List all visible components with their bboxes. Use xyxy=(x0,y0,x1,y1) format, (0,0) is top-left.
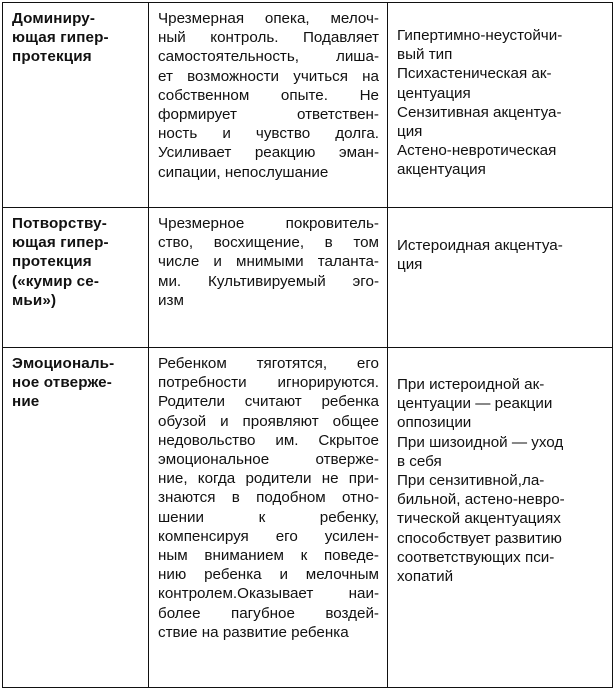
accentuation-line: соответствующих пси- xyxy=(397,548,555,566)
table-row xyxy=(3,348,613,688)
parenting-type-cell xyxy=(3,3,149,208)
description-line: эмоциональное отверже- xyxy=(158,451,379,469)
accentuation-line: в себя xyxy=(397,452,442,470)
parenting-type-line: Эмоциональ- xyxy=(12,355,115,372)
table-row xyxy=(3,208,613,348)
accentuation-cell xyxy=(388,348,613,688)
description-line: Ребенком тяготятся, его xyxy=(158,355,379,372)
accentuation-line: При сензитивной,ла- xyxy=(397,472,545,490)
description-line: Чрезмерное покровитель- xyxy=(158,215,379,232)
description-line: числе и мнимыми таланта- xyxy=(158,253,379,271)
description-line: собственном опыте. Не xyxy=(158,86,379,104)
accentuation-line: центуация xyxy=(397,84,471,102)
accentuation-line: Гипертимно-неустойчи- xyxy=(397,27,563,44)
description-line: самостоятельность, лиша- xyxy=(158,48,379,66)
description-line: изм xyxy=(158,291,184,309)
description-line: ствие на развитие ребенка xyxy=(158,623,349,641)
parenting-type-line: ное отверже- xyxy=(12,374,112,392)
description-line: формирует ответствен- xyxy=(158,106,379,124)
accentuation-line: бильной, астено-невро- xyxy=(397,491,565,509)
accentuation-line: ция xyxy=(397,256,423,274)
parenting-type-line: протекция xyxy=(12,253,92,271)
description-line: нию ребенка и мелочным xyxy=(158,566,379,584)
description-line: недовольство им. Скрытое xyxy=(158,431,379,449)
description-line: Чрезмерная опека, мелоч- xyxy=(158,10,379,27)
description-line: ет возможности учиться на xyxy=(158,67,379,85)
description-line: Родители считают ребенка xyxy=(158,393,379,411)
parenting-type-line: ющая гипер- xyxy=(12,234,109,252)
accentuation-line: акцентуация xyxy=(397,161,486,179)
parenting-type-line: Доминиру- xyxy=(12,10,96,27)
description-line: обузой и проявляют общее xyxy=(158,412,379,430)
accentuation-line: способствует развитию xyxy=(397,529,562,547)
description-line: сипации, непослушание xyxy=(158,163,329,181)
parenting-type-line: ющая гипер- xyxy=(12,29,109,47)
parenting-type-cell xyxy=(3,208,149,348)
description-cell xyxy=(149,348,388,688)
description-line: ми. Культивируемый эго- xyxy=(158,272,379,290)
accentuation-line: вый тип xyxy=(397,46,453,64)
parenting-type-line: мьи») xyxy=(12,291,57,309)
accentuation-line: Истероидная акцентуа- xyxy=(397,237,563,254)
description-line: компенсируя его усилен- xyxy=(158,527,379,545)
accentuation-cell xyxy=(388,3,613,208)
description-line: знаются в подобном отно- xyxy=(158,489,379,507)
parenting-styles-table xyxy=(2,2,613,688)
parenting-type-line: протекция xyxy=(12,48,92,66)
accentuation-line: центуации — реакции xyxy=(397,395,553,413)
accentuation-cell xyxy=(388,208,613,348)
description-line: ный контроль. Подавляет xyxy=(158,29,379,47)
accentuation-line: тической акцентуациях xyxy=(397,510,561,528)
description-line: ние, когда родители не при- xyxy=(158,470,379,488)
table-row xyxy=(3,3,613,208)
description-cell xyxy=(149,3,388,208)
description-cell xyxy=(149,208,388,348)
parenting-type-cell xyxy=(3,348,149,688)
description-line: шении к ребенку, xyxy=(158,508,379,526)
description-line: контролем.Оказывает наи- xyxy=(158,585,379,603)
description-line: более пагубное воздей- xyxy=(158,604,379,622)
accentuation-line: При истероидной ак- xyxy=(397,376,545,393)
accentuation-line: оппозиции xyxy=(397,414,472,432)
accentuation-line: Астено-невротическая xyxy=(397,142,557,160)
parenting-type-line: ние xyxy=(12,393,40,411)
parenting-type-line: Потворству- xyxy=(12,215,107,232)
parenting-type-line: («кумир се- xyxy=(12,272,100,290)
accentuation-line: Психастеническая ак- xyxy=(397,65,552,83)
description-line: ность и чувство долга. xyxy=(158,125,379,143)
description-line: ным вниманием к поведе- xyxy=(158,547,379,565)
description-line: ство, восхищение, в том xyxy=(158,234,379,252)
accentuation-line: ция xyxy=(397,123,423,141)
accentuation-line: хопатий xyxy=(397,568,454,586)
description-line: Усиливает реакцию эман- xyxy=(158,144,379,162)
description-line: потребности игнорируются. xyxy=(158,374,379,392)
accentuation-line: Сензитивная акцентуа- xyxy=(397,103,562,121)
accentuation-line: При шизоидной — уход xyxy=(397,433,564,451)
